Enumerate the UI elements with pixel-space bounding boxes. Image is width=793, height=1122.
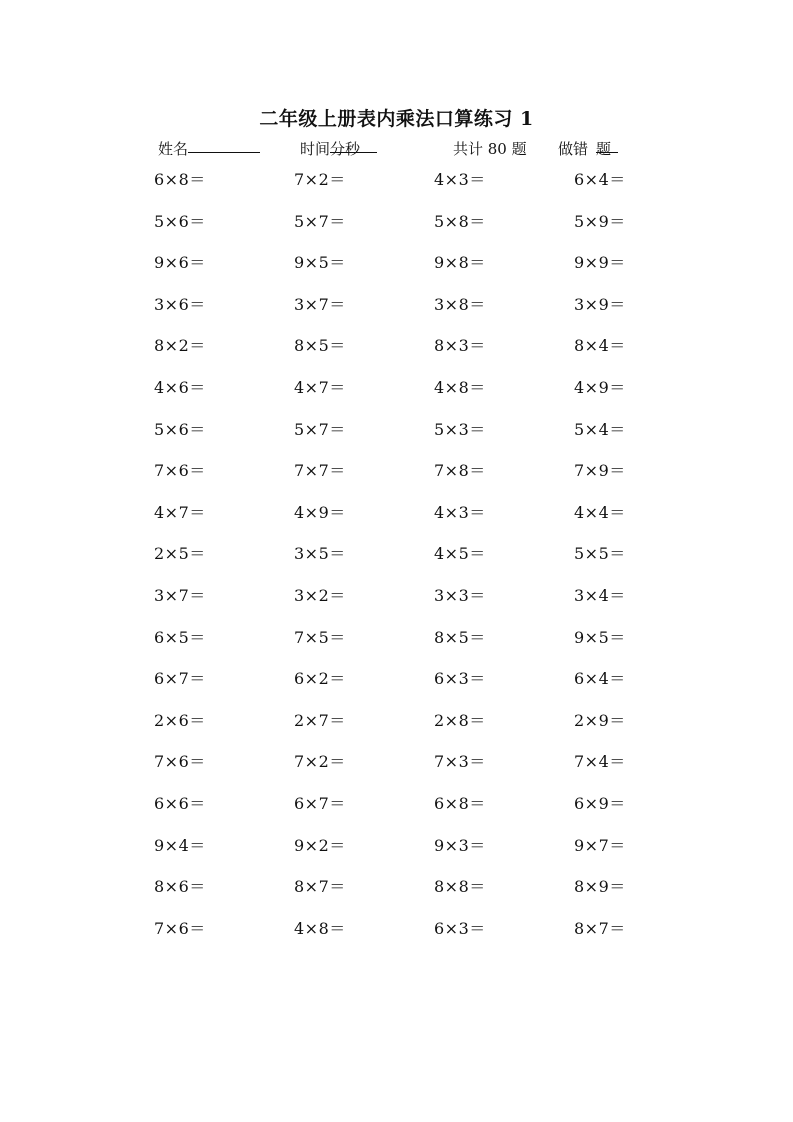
problem-item: 6×7＝ — [154, 669, 206, 689]
problem-item: 8×8＝ — [434, 877, 486, 897]
problem-item: 7×2＝ — [294, 752, 346, 772]
problem-item: 3×7＝ — [154, 585, 206, 605]
problem-row — [0, 457, 793, 499]
problem-item: 6×4＝ — [574, 170, 626, 189]
problem-item: 6×2＝ — [294, 669, 346, 689]
problem-item: 5×7＝ — [294, 211, 346, 231]
problem-row — [0, 832, 793, 874]
name-blank[interactable] — [188, 138, 260, 153]
wrong-label: 做错 — [558, 140, 589, 158]
seconds-blank[interactable] — [345, 138, 377, 153]
problem-item: 9×6＝ — [154, 253, 206, 273]
problem-item: 3×3＝ — [434, 585, 486, 605]
problem-item: 4×6＝ — [154, 377, 206, 397]
problem-item: 4×4＝ — [574, 502, 626, 522]
problem-item: 4×7＝ — [294, 377, 346, 397]
problem-item: 8×2＝ — [154, 336, 206, 356]
problem-item: 7×3＝ — [434, 752, 486, 772]
problem-item: 4×9＝ — [574, 377, 626, 397]
problem-item: 6×8＝ — [434, 793, 486, 813]
minute-label: 分 — [330, 140, 346, 158]
problem-grid — [0, 166, 793, 956]
problem-item: 9×5＝ — [574, 627, 626, 647]
problem-row — [0, 624, 793, 666]
name-field — [158, 138, 188, 159]
problem-row — [0, 707, 793, 749]
problem-item: 9×9＝ — [574, 253, 626, 273]
problem-row — [0, 748, 793, 790]
problem-item: 3×6＝ — [154, 294, 206, 314]
problem-item: 8×7＝ — [294, 877, 346, 897]
time-label: 时间 — [300, 140, 331, 158]
problem-item: 3×9＝ — [574, 294, 626, 314]
problem-item: 9×2＝ — [294, 835, 346, 855]
total-label: 共计 80 题 — [453, 140, 527, 158]
problem-item: 7×7＝ — [294, 461, 346, 481]
problem-item: 8×5＝ — [434, 627, 486, 647]
problem-item: 8×3＝ — [434, 336, 486, 356]
problem-item: 4×9＝ — [294, 502, 346, 522]
problem-row — [0, 374, 793, 416]
problem-item: 6×3＝ — [434, 669, 486, 689]
problem-item: 4×3＝ — [434, 502, 486, 522]
problem-item: 8×9＝ — [574, 877, 626, 897]
problem-item: 2×5＝ — [154, 544, 206, 564]
problem-item: 5×9＝ — [574, 211, 626, 231]
problem-item: 4×8＝ — [434, 377, 486, 397]
problem-item: 8×7＝ — [574, 918, 626, 938]
problem-item: 4×5＝ — [434, 544, 486, 564]
info-line — [0, 138, 793, 162]
problem-item: 5×4＝ — [574, 419, 626, 439]
problem-item: 6×8＝ — [154, 170, 206, 189]
problem-item: 5×6＝ — [154, 419, 206, 439]
problem-item: 9×3＝ — [434, 835, 486, 855]
problem-row — [0, 332, 793, 374]
problem-item: 4×8＝ — [294, 918, 346, 938]
time-field — [300, 138, 360, 159]
problem-item: 5×6＝ — [154, 211, 206, 231]
problem-item: 6×6＝ — [154, 793, 206, 813]
problem-item: 7×6＝ — [154, 918, 206, 938]
second-label: 秒 — [345, 140, 361, 158]
problem-item: 9×8＝ — [434, 253, 486, 273]
problem-item: 7×5＝ — [294, 627, 346, 647]
wrong-blank[interactable] — [596, 138, 618, 153]
problem-row — [0, 540, 793, 582]
problem-item: 2×8＝ — [434, 710, 486, 730]
problem-row — [0, 416, 793, 458]
problem-row — [0, 166, 793, 208]
problem-row — [0, 499, 793, 541]
problem-item: 3×8＝ — [434, 294, 486, 314]
name-label: 姓名 — [158, 140, 189, 158]
problem-item: 4×3＝ — [434, 170, 486, 189]
problem-item: 7×8＝ — [434, 461, 486, 481]
problem-item: 2×6＝ — [154, 710, 206, 730]
problem-item: 5×8＝ — [434, 211, 486, 231]
problem-row — [0, 665, 793, 707]
problem-item: 6×5＝ — [154, 627, 206, 647]
problem-row — [0, 873, 793, 915]
problem-item: 5×3＝ — [434, 419, 486, 439]
problem-row — [0, 249, 793, 291]
problem-item: 8×5＝ — [294, 336, 346, 356]
problem-item: 6×4＝ — [574, 669, 626, 689]
problem-item: 3×4＝ — [574, 585, 626, 605]
problem-item: 7×6＝ — [154, 752, 206, 772]
problem-item: 5×7＝ — [294, 419, 346, 439]
problem-item: 3×7＝ — [294, 294, 346, 314]
wrong-unit: 题 — [596, 140, 612, 158]
problem-row — [0, 291, 793, 333]
problem-item: 2×7＝ — [294, 710, 346, 730]
problem-item: 6×3＝ — [434, 918, 486, 938]
problem-row — [0, 208, 793, 250]
problem-item: 9×4＝ — [154, 835, 206, 855]
problem-row — [0, 790, 793, 832]
problem-item: 7×9＝ — [574, 461, 626, 481]
problem-item: 7×4＝ — [574, 752, 626, 772]
problem-item: 5×5＝ — [574, 544, 626, 564]
problem-item: 6×9＝ — [574, 793, 626, 813]
problem-item: 7×2＝ — [294, 170, 346, 189]
problem-item: 3×5＝ — [294, 544, 346, 564]
wrong-field — [558, 138, 611, 159]
page-title: 二年级上册表内乘法口算练习 1 — [259, 108, 534, 130]
problem-item: 8×6＝ — [154, 877, 206, 897]
problem-row — [0, 582, 793, 624]
problem-item: 9×5＝ — [294, 253, 346, 273]
problem-item: 9×7＝ — [574, 835, 626, 855]
problem-item: 6×7＝ — [294, 793, 346, 813]
problem-row — [0, 915, 793, 957]
problem-item: 8×4＝ — [574, 336, 626, 356]
problem-item: 4×7＝ — [154, 502, 206, 522]
problem-item: 3×2＝ — [294, 585, 346, 605]
problem-item: 2×9＝ — [574, 710, 626, 730]
problem-item: 7×6＝ — [154, 461, 206, 481]
